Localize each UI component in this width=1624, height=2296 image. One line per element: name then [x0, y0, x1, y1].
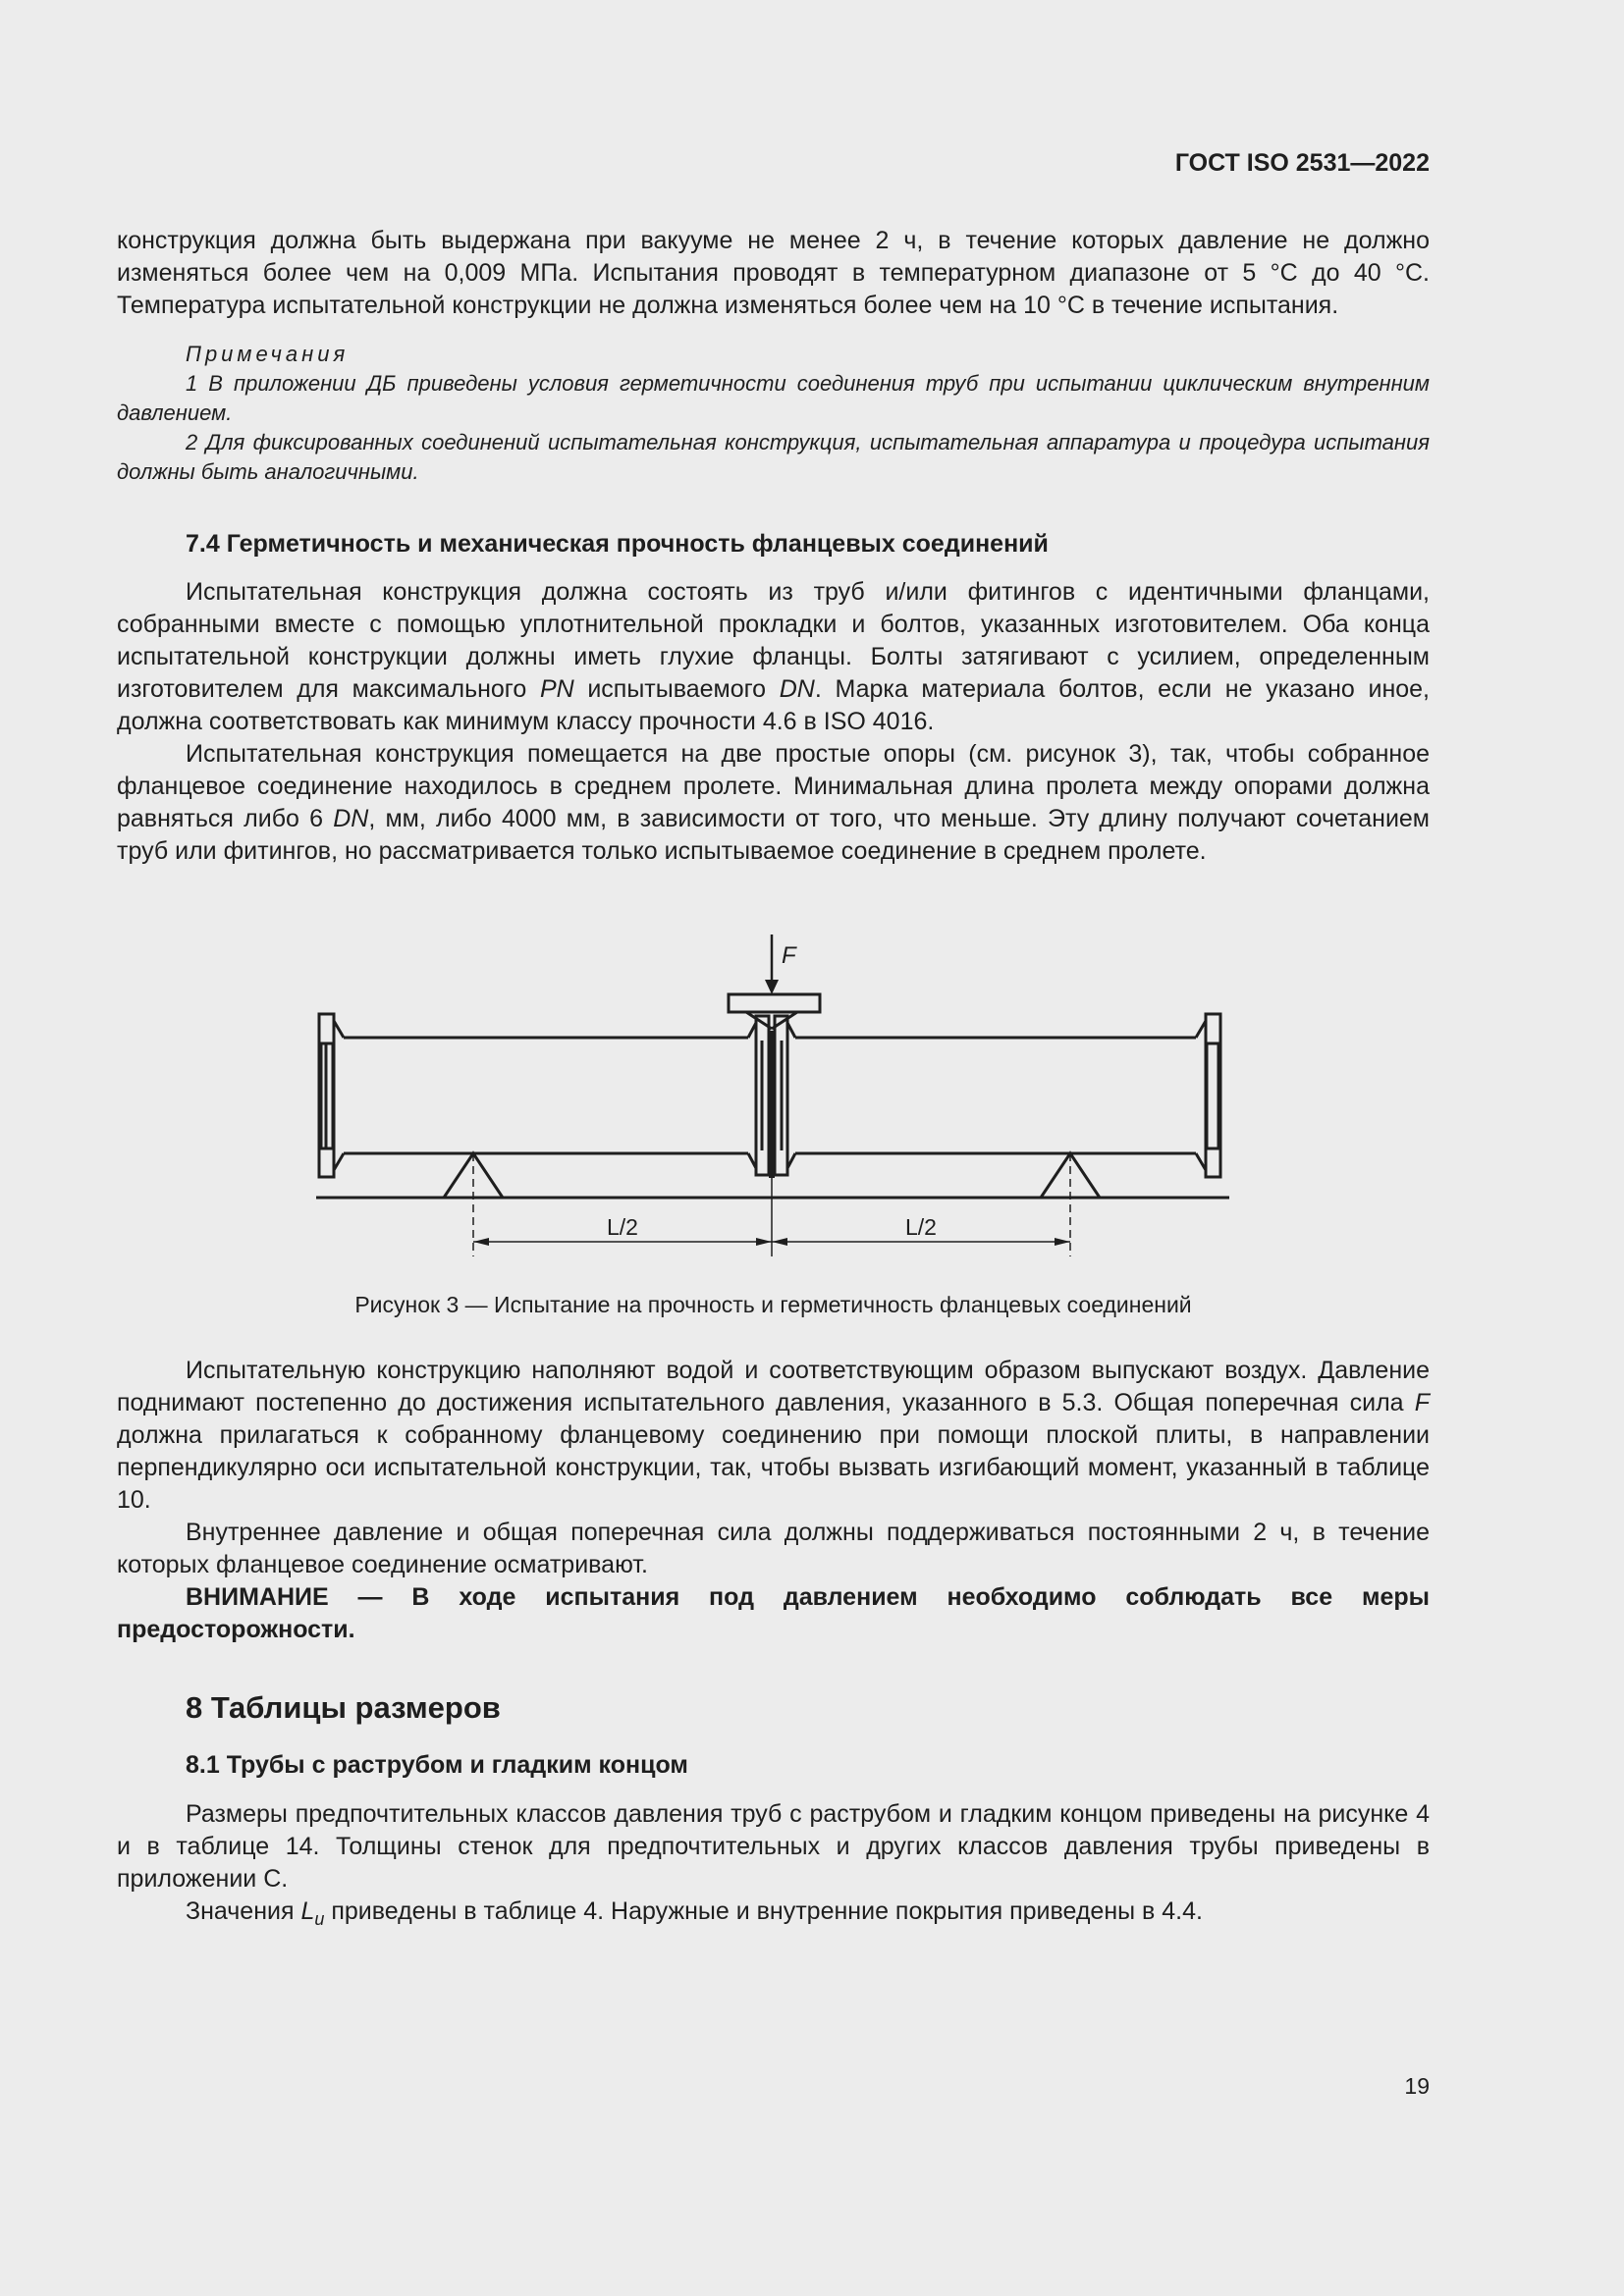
warning-paragraph: ВНИМАНИЕ — В ходе испытания под давлением необходимо соблюдать все меры предосторожности. — [117, 1583, 1430, 1643]
figure-caption: Рисунок 3 — Испытание на прочность и герметичность фланцевых соединений — [354, 1292, 1192, 1317]
section-8-1-heading: 8.1 Трубы с раструбом и гладким концом — [186, 1751, 688, 1779]
note-2: 2 Для фиксированных соединений испытательная конструкция, испытательная аппаратура и процедура испытания должны быть аналогичными. — [117, 430, 1430, 484]
section-7-4-paragraph-1: Испытательная конструкция должна состоять из труб и/или фитингов с идентичными фланцами, собранными вместе с помощью уплотнительной прокладки и болтов, указанных изготовителем. Оба конца испытательной конструкции должны иметь глухие фланцы. Болты затягивают с усилием, определенным изготовителем для максимального PN испытываемого DN. Марка материала болтов, если не указано иное, должна соответствовать как минимум классу прочности 4.6 в ISO 4016. — [117, 578, 1431, 735]
dim-arrow-2 — [756, 1238, 772, 1246]
standard-number: ГОСТ ISO 2531—2022 — [1174, 149, 1430, 177]
dim-arrow-4 — [1055, 1238, 1070, 1246]
section-8-1-paragraph-1: Размеры предпочтительных классов давления труб с раструбом и гладким концом приведены на рисунке 4 и в таблице 14. Толщины стенок для предпочтительных и других классов давления трубы приведены в приложении С. — [117, 1800, 1430, 1893]
notes-block — [117, 340, 1430, 487]
intro-block — [117, 225, 1430, 322]
left-span-label: L/2 — [607, 1214, 638, 1240]
section-8-1-body — [117, 1798, 1430, 1936]
dim-arrow-3 — [772, 1238, 787, 1246]
page-number: 19 — [1404, 2073, 1430, 2099]
right-span-label: L/2 — [905, 1214, 937, 1240]
flange-test-drawing — [295, 928, 1257, 1271]
section-7-4-paragraph-2: Испытательная конструкция помещается на две простые опоры (см. рисунок 3), так, чтобы собранное фланцевое соединение находилось в среднем пролете. Минимальная длина пролета между опорами должна равняться либо 6 DN, мм, либо 4000 мм, в зависимости от того, что меньше. Эту длину получают сочетанием труб или фитингов, но рассматривается только испытываемое соединение в среднем пролете. — [117, 740, 1430, 865]
intro-paragraph: конструкция должна быть выдержана при вакууме не менее 2 ч, в течение которых давление не должно изменяться более чем на 0,009 МПа. Испытания проводят в температурном диапазоне от 5 °С до 40 °С. Температура испытательной конструкции не должна изменяться более чем на 10 °С в течение испытания. — [117, 227, 1430, 319]
dim-arrow-1 — [473, 1238, 489, 1246]
section-7-4-paragraph-4: Внутреннее давление и общая поперечная сила должны поддерживаться постоянными 2 ч, в течение которых фланцевое соединение осматривают. — [117, 1519, 1430, 1578]
notes-title: Примечания — [186, 342, 350, 366]
force-label: F — [782, 942, 796, 969]
load-plate — [729, 994, 820, 1012]
section-8-1-paragraph-2: Значения $L_u$ приведены в таблице 4. Наружные и внутренние покрытия приведены в 4.4. — [186, 1897, 1203, 1929]
section-7-4-body — [117, 576, 1430, 868]
force-arrow-head — [765, 980, 779, 994]
section-8-heading: 8 Таблицы размеров — [186, 1690, 501, 1725]
figure-3 — [295, 928, 1257, 1271]
note-1: 1 В приложении ДБ приведены условия герметичности соединения труб при испытании циклическим внутренним давлением. — [117, 371, 1430, 425]
section-7-4-continuation — [117, 1355, 1430, 1646]
section-7-4-heading: 7.4 Герметичность и механическая прочность фланцевых соединений — [186, 530, 1049, 558]
section-7-4-paragraph-3: Испытательную конструкцию наполняют водой и соответствующим образом выпускают воздух. Давление поднимают постепенно до достижения испытательного давления, указанного в 5.3. Общая поперечная сила F должна прилагаться к собранному фланцевому соединению при помощи плоской плиты, в направлении перпендикулярно оси испытательной конструкции, так, чтобы вызвать изгибающий момент, указанный в таблице 10. — [117, 1357, 1430, 1514]
